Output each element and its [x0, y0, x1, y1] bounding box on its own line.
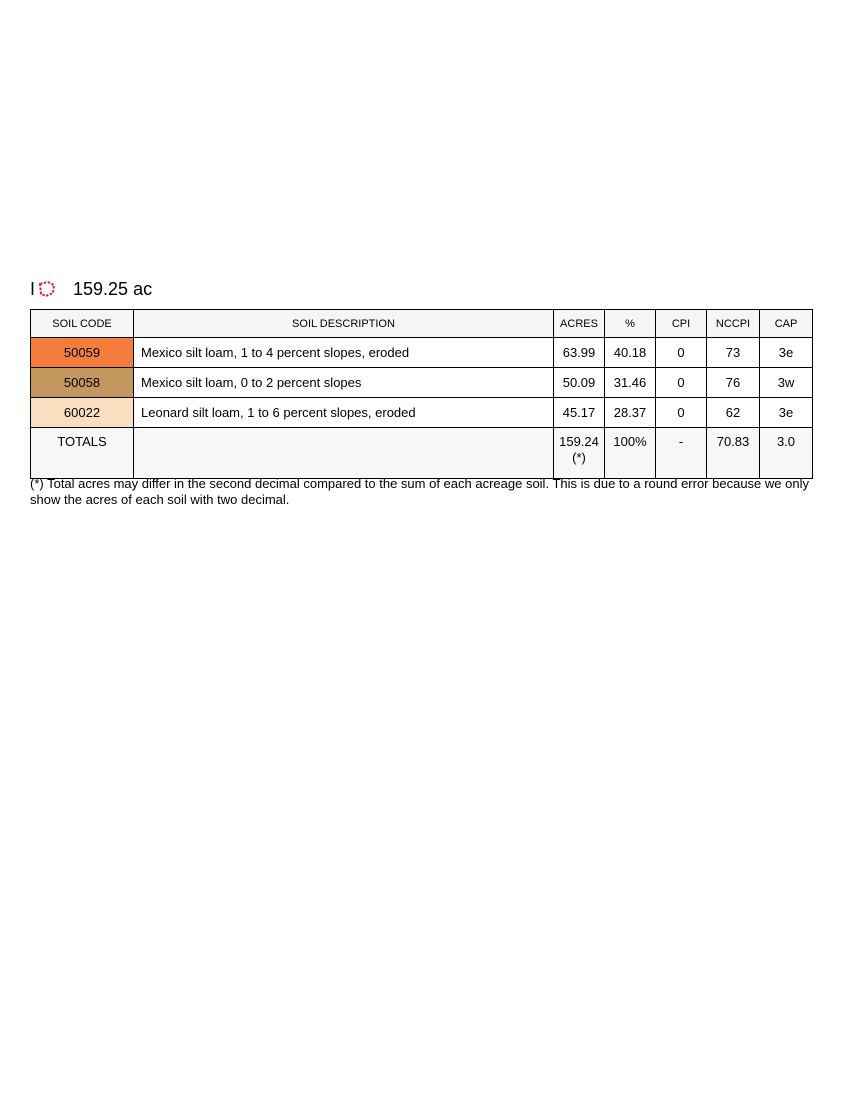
acres-cell: 50.09	[554, 368, 605, 398]
soil-description-cell: Mexico silt loam, 1 to 4 percent slopes, eroded	[134, 338, 554, 368]
soils-table	[30, 309, 813, 479]
header-nccpi: NCCPI	[707, 310, 760, 338]
soil-description-cell: Mexico silt loam, 0 to 2 percent slopes	[134, 368, 554, 398]
field-total-acres: 159.25 ac	[73, 279, 153, 299]
totals-description-cell	[134, 428, 554, 479]
header-row	[31, 310, 813, 338]
table-row	[31, 398, 813, 428]
totals-percent: 100%	[605, 428, 656, 479]
cpi-cell: 0	[656, 338, 707, 368]
cpi-cell: 0	[656, 398, 707, 428]
totals-nccpi: 70.83	[707, 428, 760, 479]
totals-label: TOTALS	[31, 428, 134, 479]
header-soil-code: SOIL CODE	[31, 310, 134, 338]
totals-row	[31, 428, 813, 479]
field-prefix: I	[30, 279, 36, 299]
nccpi-cell: 76	[707, 368, 760, 398]
header-cap: CAP	[760, 310, 813, 338]
totals-cap: 3.0	[760, 428, 813, 479]
footnote: (*) Total acres may differ in the second decimal compared to the sum of each acreage soil. This is due to a round error because we only show the acres of each soil with two decimal.	[30, 476, 809, 507]
soil-description-cell: Leonard silt loam, 1 to 6 percent slopes, eroded	[134, 398, 554, 428]
percent-cell: 31.46	[605, 368, 656, 398]
header-acres: ACRES	[554, 310, 605, 338]
cap-cell: 3w	[760, 368, 813, 398]
acres-cell: 63.99	[554, 338, 605, 368]
table-row	[31, 338, 813, 368]
percent-cell: 28.37	[605, 398, 656, 428]
soil-code-cell: 50059	[31, 338, 134, 368]
cap-cell: 3e	[760, 398, 813, 428]
nccpi-cell: 73	[707, 338, 760, 368]
soil-code-cell: 50058	[31, 368, 134, 398]
header-soil-description: SOIL DESCRIPTION	[134, 310, 554, 338]
acres-cell: 45.17	[554, 398, 605, 428]
field-boundary-icon	[37, 279, 57, 299]
header-cpi: CPI	[656, 310, 707, 338]
totals-acres: 159.24(*)	[554, 428, 605, 479]
header-percent: %	[605, 310, 656, 338]
cpi-cell: 0	[656, 368, 707, 398]
nccpi-cell: 62	[707, 398, 760, 428]
cap-cell: 3e	[760, 338, 813, 368]
totals-cpi: -	[656, 428, 707, 479]
percent-cell: 40.18	[605, 338, 656, 368]
soil-code-cell: 60022	[31, 398, 134, 428]
table-row	[31, 368, 813, 398]
field-header	[30, 278, 152, 300]
